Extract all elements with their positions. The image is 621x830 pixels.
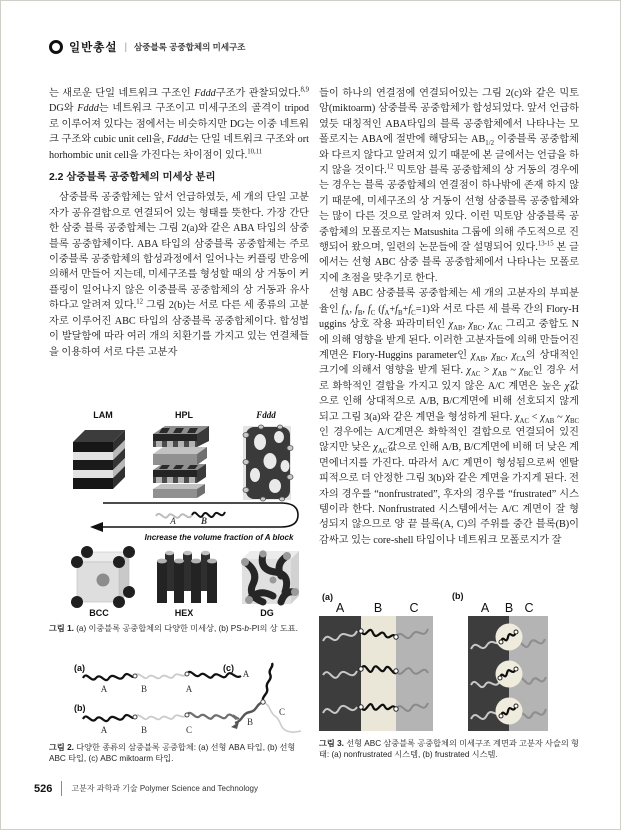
chain-b-label-3: C [185,725,193,735]
figure3-panel-a-label: (a) [322,592,333,602]
page-footer [34,781,258,796]
chain-b-label-2: B [140,725,148,735]
lam-label: LAM [93,410,113,420]
figure2-panel-c-label: (c) [223,663,234,673]
figure-2-caption: 그림 2. 다양한 종류의 삼중블록 공중합체: (a) 선형 ABA 타입, (b) 선형 ABC 타입, (c) ABC miktoarm 타입. [49,743,296,763]
figure2-panel-a-label: (a) [74,663,85,673]
right-paragraph-1: 들이 하나의 연결점에 연결되어있는 그림 2(c)와 같은 믹토암(miktoarm) 삼중블록 공중합체가 합성되었다. 앞서 언급하였듯 대칭적인 ABA타입의 블록 공중합체에서 나타나는 모폴로지는 ABA에 절반에 해당되는 $AB_{1/2}$ 이중블록 공중합체와 다르지 않다고 알려져 있기 때문에 본 글에서는 언급을 하지 않을 것이다.$^{12}$ 믹토암 블록 공중합체의 상 거동의 경우에는 경우는 블록 공중합체의 연결점이 하나밖에 존재 하지 않기 때문에, 미세구조의 상 거동이 선형 삼중블록 공중합체와는 많이 다른 것으로 알려져 있다. 이런 믹토암 삼중블록 공중합체의 모폴로지는 Matsushita 그룹에 의해 주도적으로 진행되어 왔으며, 일련의 논문들에 잘 설명되어 있다.$^{13-15}$ 본 글에서는 선형 ABC 삼중 블록 공중합체에서 나타나는 모폴로지에 초점을 맞추기로 한다. [319,88,579,284]
right-paragraph-2: 선형 ABC 삼중블록 공중합체는 세 개의 고분자의 부피분율인 $f_A$, $f_B$, $f_C$ $(f_A+f_B+f_C=1)$와 서로 다른 세 블록 간의 Flory-Huggins 상호 작용 파라미터인 $\chi_{AB}$, $\chi_{BC}$, $\chi_{AC}$ 그리고 중합도 N에 의해 영향을 받게 된다. 이러한 고분자들에 의해 만들어진 계면은 Flory-Huggins parameter인 $\chi_{AB}$, $\chi_{BC}$, $\chi_{CA}$의 상대적인 크기에 의해서 영향을 받게 된다. $\chi_{AC} > \chi_{AB}$ ~ $\chi_{BC}$인 경우 서로 화학적인 결합을 가지고 있지 않은 A/C 계면은 높은 χ값으로 인해 상대적으로 A/B, B/C계면에 비해 선호되지 않게 되고 그림 3(a)와 같은 계면을 형성하게 된다. $\chi_{AC} < \chi_{AB}$ ~ $\chi_{BC}$인 경우에는 A/C계면은 화학적인 결합으로 연결되어 있진 않지만 낮은 $\chi_{AC}$값으로 인해 A/B, B/C계면에 비해 더 낮은 계면에너지를 가진다. 따라서 A/C 계면이 형성됨으로써 엔탈피적으로 더 안정한 그림 3(b)와 같은 계면을 가지게 된다. 전자의 경우를 “nonfrustrated”, 후자의 경우를 “frustrated” 시스템이라 한다. Nonfrustrated 시스템에서는 A/C 계면이 잘 형성되지 않으므로 양 끝 블록(A, C)의 주위를 중간 블록(B)이 감싸고 있는 core-shell 타입이나 네트워크 모폴로지가 잘 [319,288,579,546]
arrow-chain-b-label: B [200,516,208,526]
footer-divider [61,781,62,796]
chain-c-label-a: A [242,669,250,679]
figure-1-image [49,404,309,620]
hex-structure-image [157,551,217,603]
arrow-caption-text: Increase the volume fraction of A block [144,533,294,542]
figure-2-image [49,659,309,739]
figure3-panel-b-label: (b) [452,591,464,601]
chain-a-label-1: A [100,684,108,694]
figure-3-caption: 그림 3. 선형 ABC 삼중블록 공중합체의 미세구조 계면과 고분자 사슬의 형태: (a) nonfrustrated 시스템, (b) frustrated 시스템. [319,739,579,759]
hpl-label: HPL [175,410,193,420]
figure-2 [49,659,309,764]
panel-a-column-c-label: C [409,601,419,615]
miktoarm-chain-diagram [223,663,301,732]
nonfrustrated-panel [319,592,433,731]
panel-a-column-a-label: A [335,601,345,615]
lam-structure-image [73,430,125,489]
header-category: 일반총설 [69,42,118,54]
fddd-label: Fddd [256,410,276,420]
figure-1 [49,404,309,635]
junction-circle-1 [496,624,523,651]
figure2-panel-b-label: (b) [74,703,86,713]
volume-fraction-arrow [90,503,298,542]
chain-a-label-3: A [185,684,193,694]
arrow-chain-a-label: A [170,516,176,526]
left-text-column [49,86,309,402]
chain-c-label-c: C [278,707,286,717]
chain-c-label-b: B [246,717,254,727]
panel-b-column-c-label: C [524,601,534,615]
hex-label: HEX [174,608,194,618]
header-separator: | [124,41,128,53]
left-paragraph-1: 는 새로운 단일 네트워크 구조인 Fddd구조가 관찰되었다.$^{8,9}$ DG와 Fddd는 네트워크 구조이고 미세구조의 골격이 tripod로 이루어져 있다는 점에서는 비슷하지만 DG는 이중 네트워크 구조와 cubic unit cell을, Fddd는 단일 네트워크 구조와 orthorhombic unit cell을 가진다는 차이점이 있다.$^{10,11}$ [49,86,309,161]
right-text-column [319,86,579,586]
page-header [49,39,246,55]
panel-b-column-a-label: A [480,601,490,615]
chain-b-label-1: A [100,725,108,735]
dg-label: DG [260,608,274,618]
panel-a-column-b-label: B [373,601,383,615]
section-heading-2-2: 2.2 삼중블록 공중합체의 미세상 분리 [49,172,216,184]
linear-aba-chain-diagram [74,663,241,694]
figure-1-caption: 그림 1. (a) 이중블록 공중합체의 다양한 미세상, (b) PS-b-PI의 상 도표. [49,624,298,633]
panel-b-column-b-label: B [504,601,514,615]
junction-circle-3 [496,698,523,725]
left-paragraph-2: 삼중블록 공중합체는 앞서 언급하였듯, 세 개의 단일 고분자가 공유결합으로 연결되어 있는 형태를 뜻한다. 가장 간단한 삼중 블록 공중합체는 그림 2(a)와 같은 ABA 타입의 삼중블록 공중합체이다. ABA 타입의 삼중블록 공중합체는 주로 이중블록 공중합체의 합성과정에서 일어나는 커플링 반응에 의해서 만들어 지는데, 미세구조를 형성할 때의 상 거동이 커플링이 일어나지 않은 이중블록 공중합체의 상 거동과 유사하다고 알려져 있다.$^{12}$ 그림 2(b)는 서로 다른 세 종류의 고분자로 이루어진 ABC 타입의 삼중블록 공중합체이다. 합성법이 발달함에 따라 여러 개의 치환기를 가지고 있는 연결체들을 이용하여 서로 다른 고분자 [49,192,309,358]
page-number: 526 [34,782,53,795]
junction-circle-2 [496,661,523,688]
journal-name: 고분자 과학과 기술 Polymer Science and Technology [71,784,258,793]
dg-structure-image [241,551,299,605]
frustrated-panel [452,591,548,731]
chain-a-label-2: B [140,684,148,694]
fddd-structure-image [243,425,293,501]
header-article-title: 삼중블록 공중합체의 미세구조 [134,42,246,52]
linear-abc-chain-diagram [74,703,239,735]
figure-3-image [319,589,579,735]
bcc-label: BCC [89,608,109,618]
bcc-structure-image [71,546,135,608]
hpl-structure-image [153,426,209,498]
ring-bullet-icon [49,40,63,54]
figure-3 [319,589,579,760]
